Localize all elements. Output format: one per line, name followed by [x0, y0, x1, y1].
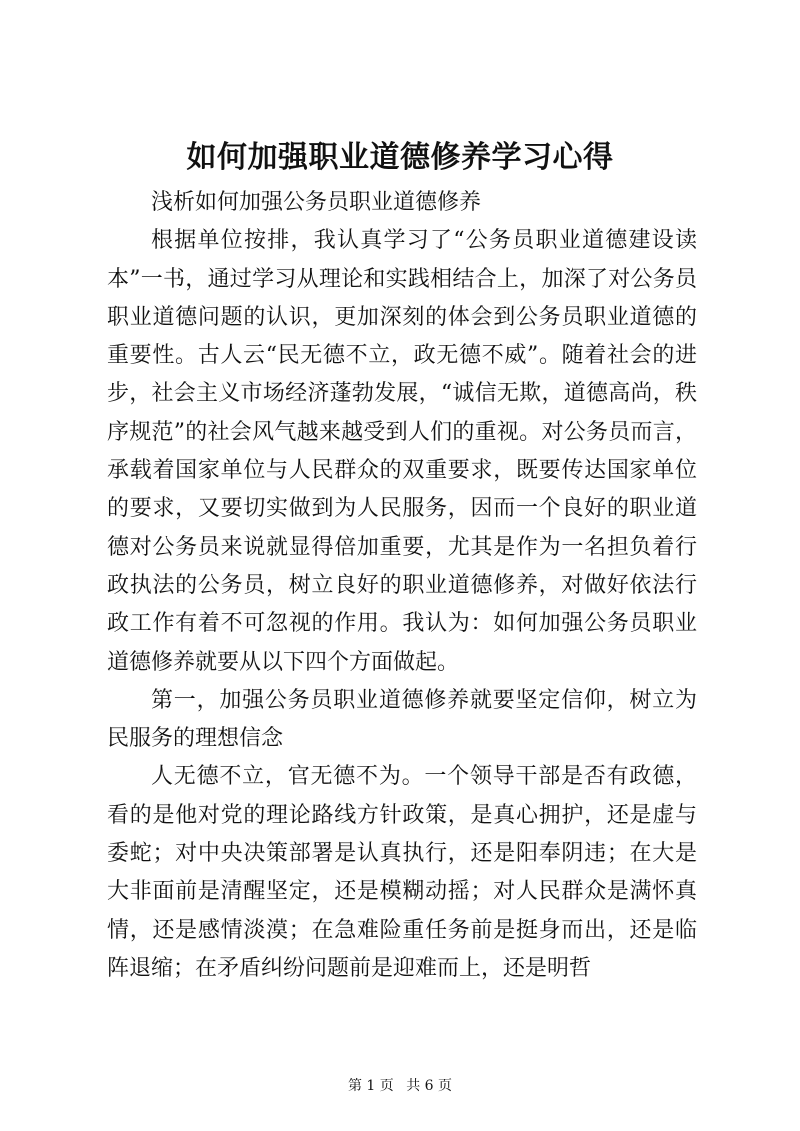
page-footer — [0, 1076, 800, 1096]
paragraph-section-heading: 第一，加强公务员职业道德修养就要坚定信仰，树立为民服务的理想信念 — [107, 687, 697, 752]
paragraph-subtitle: 浅析如何加强公务员职业道德修养 — [151, 190, 482, 215]
paragraph-intro: 根据单位按排，我认真学习了“公务员职业道德建设读本”一书，通过学习从理论和实践相结合上，加深了对公务员职业道德问题的认识，更加深刻的体会到公务员职业道德的重要性。古人云“民无德不立，政无德不威”。随着社会的进步，社会主义市场经济蓬勃发展，“诚信无欺，道德高尚，秩序规范”的社会风气越来越受到人们的重视。对公务员而言，承载着国家单位与人民群众的双重要求，既要传达国家单位的要求，又要切实做到为人民服务，因而一个良好的职业道德对公务员来说就显得倍加重要，尤其是作为一名担负着行政执法的公务员，树立良好的职业道德修养，对做好依法行政工作有着不可忽视的作用。我认为：如何加强公务员职业道德修养就要从以下四个方面做起。 — [107, 228, 697, 675]
document-body — [107, 184, 697, 988]
document-title: 如何加强职业道德修养学习心得 — [186, 140, 614, 175]
page-total: 共 6 页 — [406, 1078, 453, 1094]
page-number: 第 1 页 — [347, 1078, 394, 1094]
paragraph-section-body: 人无德不立，官无德不为。一个领导干部是否有政德，看的是他对党的理论路线方针政策，是真心拥护，还是虚与委蛇；对中央决策部署是认真执行，还是阳奉阴违；在大是大非面前是清醒坚定，还是模糊动摇；对人民群众是满怀真情，还是感情淡漠；在急难险重任务前是挺身而出，还是临阵退缩；在矛盾纠纷问题前是迎难而上，还是明哲 — [107, 764, 697, 981]
